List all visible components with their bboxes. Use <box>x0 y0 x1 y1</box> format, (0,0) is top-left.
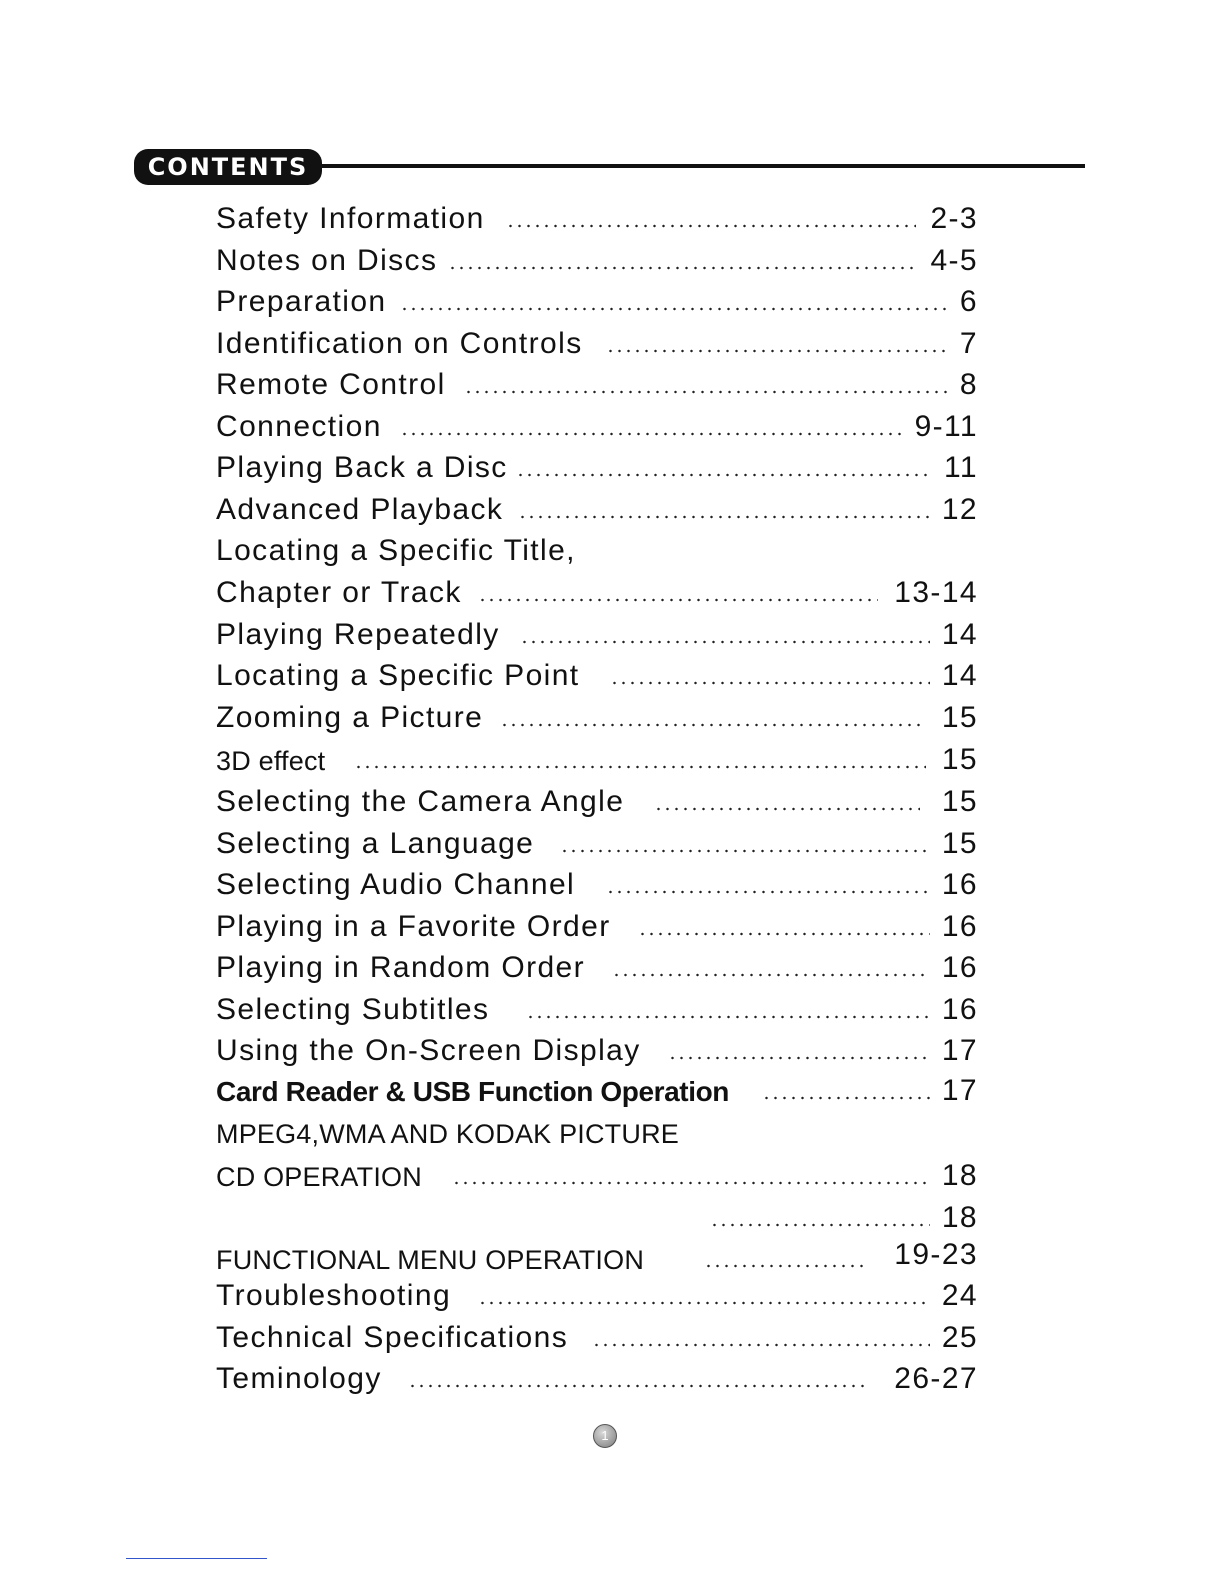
toc-page: 13-14 <box>894 576 978 609</box>
toc-title: Selecting the Camera Angle <box>216 785 625 818</box>
toc-page: 4-5 <box>930 244 978 277</box>
toc-page: 16 <box>941 868 978 901</box>
toc-title: Preparation <box>216 285 387 318</box>
leader-dots <box>638 932 930 936</box>
toc-entry <box>216 572 978 614</box>
toc-page: 9-11 <box>914 410 978 443</box>
toc-title: CD OPERATION <box>216 1162 422 1192</box>
toc-entry <box>216 1155 978 1197</box>
leader-dots <box>520 640 930 644</box>
toc-title: Card Reader & USB Function Operation <box>216 1076 729 1107</box>
toc-entry <box>216 947 978 989</box>
leader-dots <box>668 1056 930 1060</box>
toc-page: 7 <box>959 327 978 360</box>
toc-page: 18 <box>941 1159 978 1192</box>
leader-dots <box>606 890 930 894</box>
toc-entry <box>216 240 978 282</box>
toc-title: Using the On-Screen Display <box>216 1034 641 1067</box>
toc-title: Selecting Audio Channel <box>216 868 576 901</box>
leader-dots <box>478 1301 930 1305</box>
toc-entry <box>216 364 978 406</box>
leader-dots <box>448 266 916 270</box>
toc-page: 12 <box>941 493 978 526</box>
leader-dots <box>400 307 948 311</box>
leader-dots <box>610 681 930 685</box>
toc-title: Teminology <box>216 1362 382 1395</box>
toc-entry <box>216 281 978 323</box>
toc-page: 17 <box>941 1074 978 1107</box>
toc-entry <box>216 1197 978 1239</box>
toc-page: 14 <box>941 659 978 692</box>
toc-title: Playing Repeatedly <box>216 618 500 651</box>
leader-dots <box>612 973 930 977</box>
toc-title: FUNCTIONAL MENU OPERATION <box>216 1245 645 1275</box>
toc-entry <box>216 1234 978 1276</box>
leader-dots <box>478 598 878 602</box>
contents-badge: CONTENTS <box>134 149 322 185</box>
leader-dots <box>516 473 933 477</box>
toc-page: 15 <box>941 827 978 860</box>
toc-page: 15 <box>941 743 978 776</box>
footer-line <box>126 1558 267 1559</box>
toc-title: Notes on Discs <box>216 244 438 277</box>
toc-title: Locating a Specific Title, <box>216 534 576 567</box>
toc-title: Chapter or Track <box>216 576 462 609</box>
leader-dots <box>464 390 948 394</box>
toc-page: 18 <box>941 1201 978 1234</box>
leader-dots <box>762 1096 930 1100</box>
leader-dots <box>518 515 930 519</box>
toc-title: Playing in Random Order <box>216 951 586 984</box>
toc-entry <box>216 739 978 781</box>
toc-entry <box>216 198 978 240</box>
toc-page: 17 <box>941 1034 978 1067</box>
toc-page: 6 <box>959 285 978 318</box>
toc-page: 16 <box>941 910 978 943</box>
toc-entry <box>216 655 978 697</box>
toc-entry <box>216 1317 978 1359</box>
toc-page: 16 <box>941 993 978 1026</box>
toc-page: 8 <box>959 368 978 401</box>
toc-title: Identification on Controls <box>216 327 583 360</box>
leader-dots <box>654 807 920 811</box>
toc-entry <box>216 1030 978 1072</box>
toc-title: Remote Control <box>216 368 446 401</box>
toc-title: Playing Back a Disc <box>216 451 508 484</box>
toc-entry <box>216 489 978 531</box>
header-rule <box>314 164 1085 168</box>
toc-title: Selecting Subtitles <box>216 993 490 1026</box>
toc-title: 3D effect <box>216 746 326 776</box>
page-number-badge: 1 <box>593 1424 617 1448</box>
contents-header <box>134 149 1085 187</box>
toc-page: 24 <box>941 1279 978 1312</box>
leader-dots <box>606 349 948 353</box>
toc-entry <box>216 697 978 739</box>
leader-dots <box>710 1223 930 1227</box>
toc-title: Safety Information <box>216 202 485 235</box>
toc-page: 11 <box>944 451 978 484</box>
toc-title: Locating a Specific Point <box>216 659 580 692</box>
toc-entry <box>216 614 978 656</box>
toc-entry <box>216 1275 978 1317</box>
toc-page: 15 <box>941 701 978 734</box>
toc-title: MPEG4,WMA AND KODAK PICTURE <box>216 1119 679 1149</box>
toc-page: 16 <box>941 951 978 984</box>
leader-dots <box>400 432 902 436</box>
toc-entry <box>216 1358 978 1400</box>
toc-title: Technical Specifications <box>216 1321 569 1354</box>
toc-entry <box>216 1070 978 1112</box>
toc-entry <box>216 406 978 448</box>
toc-page: 19-23 <box>894 1238 978 1271</box>
toc-entry <box>216 864 978 906</box>
toc-page: 15 <box>941 785 978 818</box>
leader-dots <box>560 849 930 853</box>
leader-dots <box>704 1264 866 1268</box>
toc-title: Advanced Playback <box>216 493 504 526</box>
toc-page: 26-27 <box>894 1362 978 1395</box>
toc-title: Selecting a Language <box>216 827 535 860</box>
toc-entry <box>216 323 978 365</box>
leader-dots <box>408 1384 868 1388</box>
leader-dots <box>500 723 926 727</box>
leader-dots <box>592 1343 930 1347</box>
toc-title: Troubleshooting <box>216 1279 452 1312</box>
toc-page: 2-3 <box>930 202 978 235</box>
toc-page: 25 <box>941 1321 978 1354</box>
leader-dots <box>506 224 916 228</box>
toc-entry <box>216 906 978 948</box>
leader-dots <box>354 765 926 769</box>
toc-title: Zooming a Picture <box>216 701 484 734</box>
toc-entry <box>216 989 978 1031</box>
leader-dots <box>452 1181 930 1185</box>
toc-title: Playing in a Favorite Order <box>216 910 611 943</box>
leader-dots <box>526 1015 930 1019</box>
toc-entry <box>216 823 978 865</box>
toc-entry <box>216 530 978 572</box>
toc-entry <box>216 447 978 489</box>
toc-title: Connection <box>216 410 382 443</box>
toc-entry <box>216 781 978 823</box>
toc-entry <box>216 1112 978 1154</box>
toc-page: 14 <box>941 618 978 651</box>
